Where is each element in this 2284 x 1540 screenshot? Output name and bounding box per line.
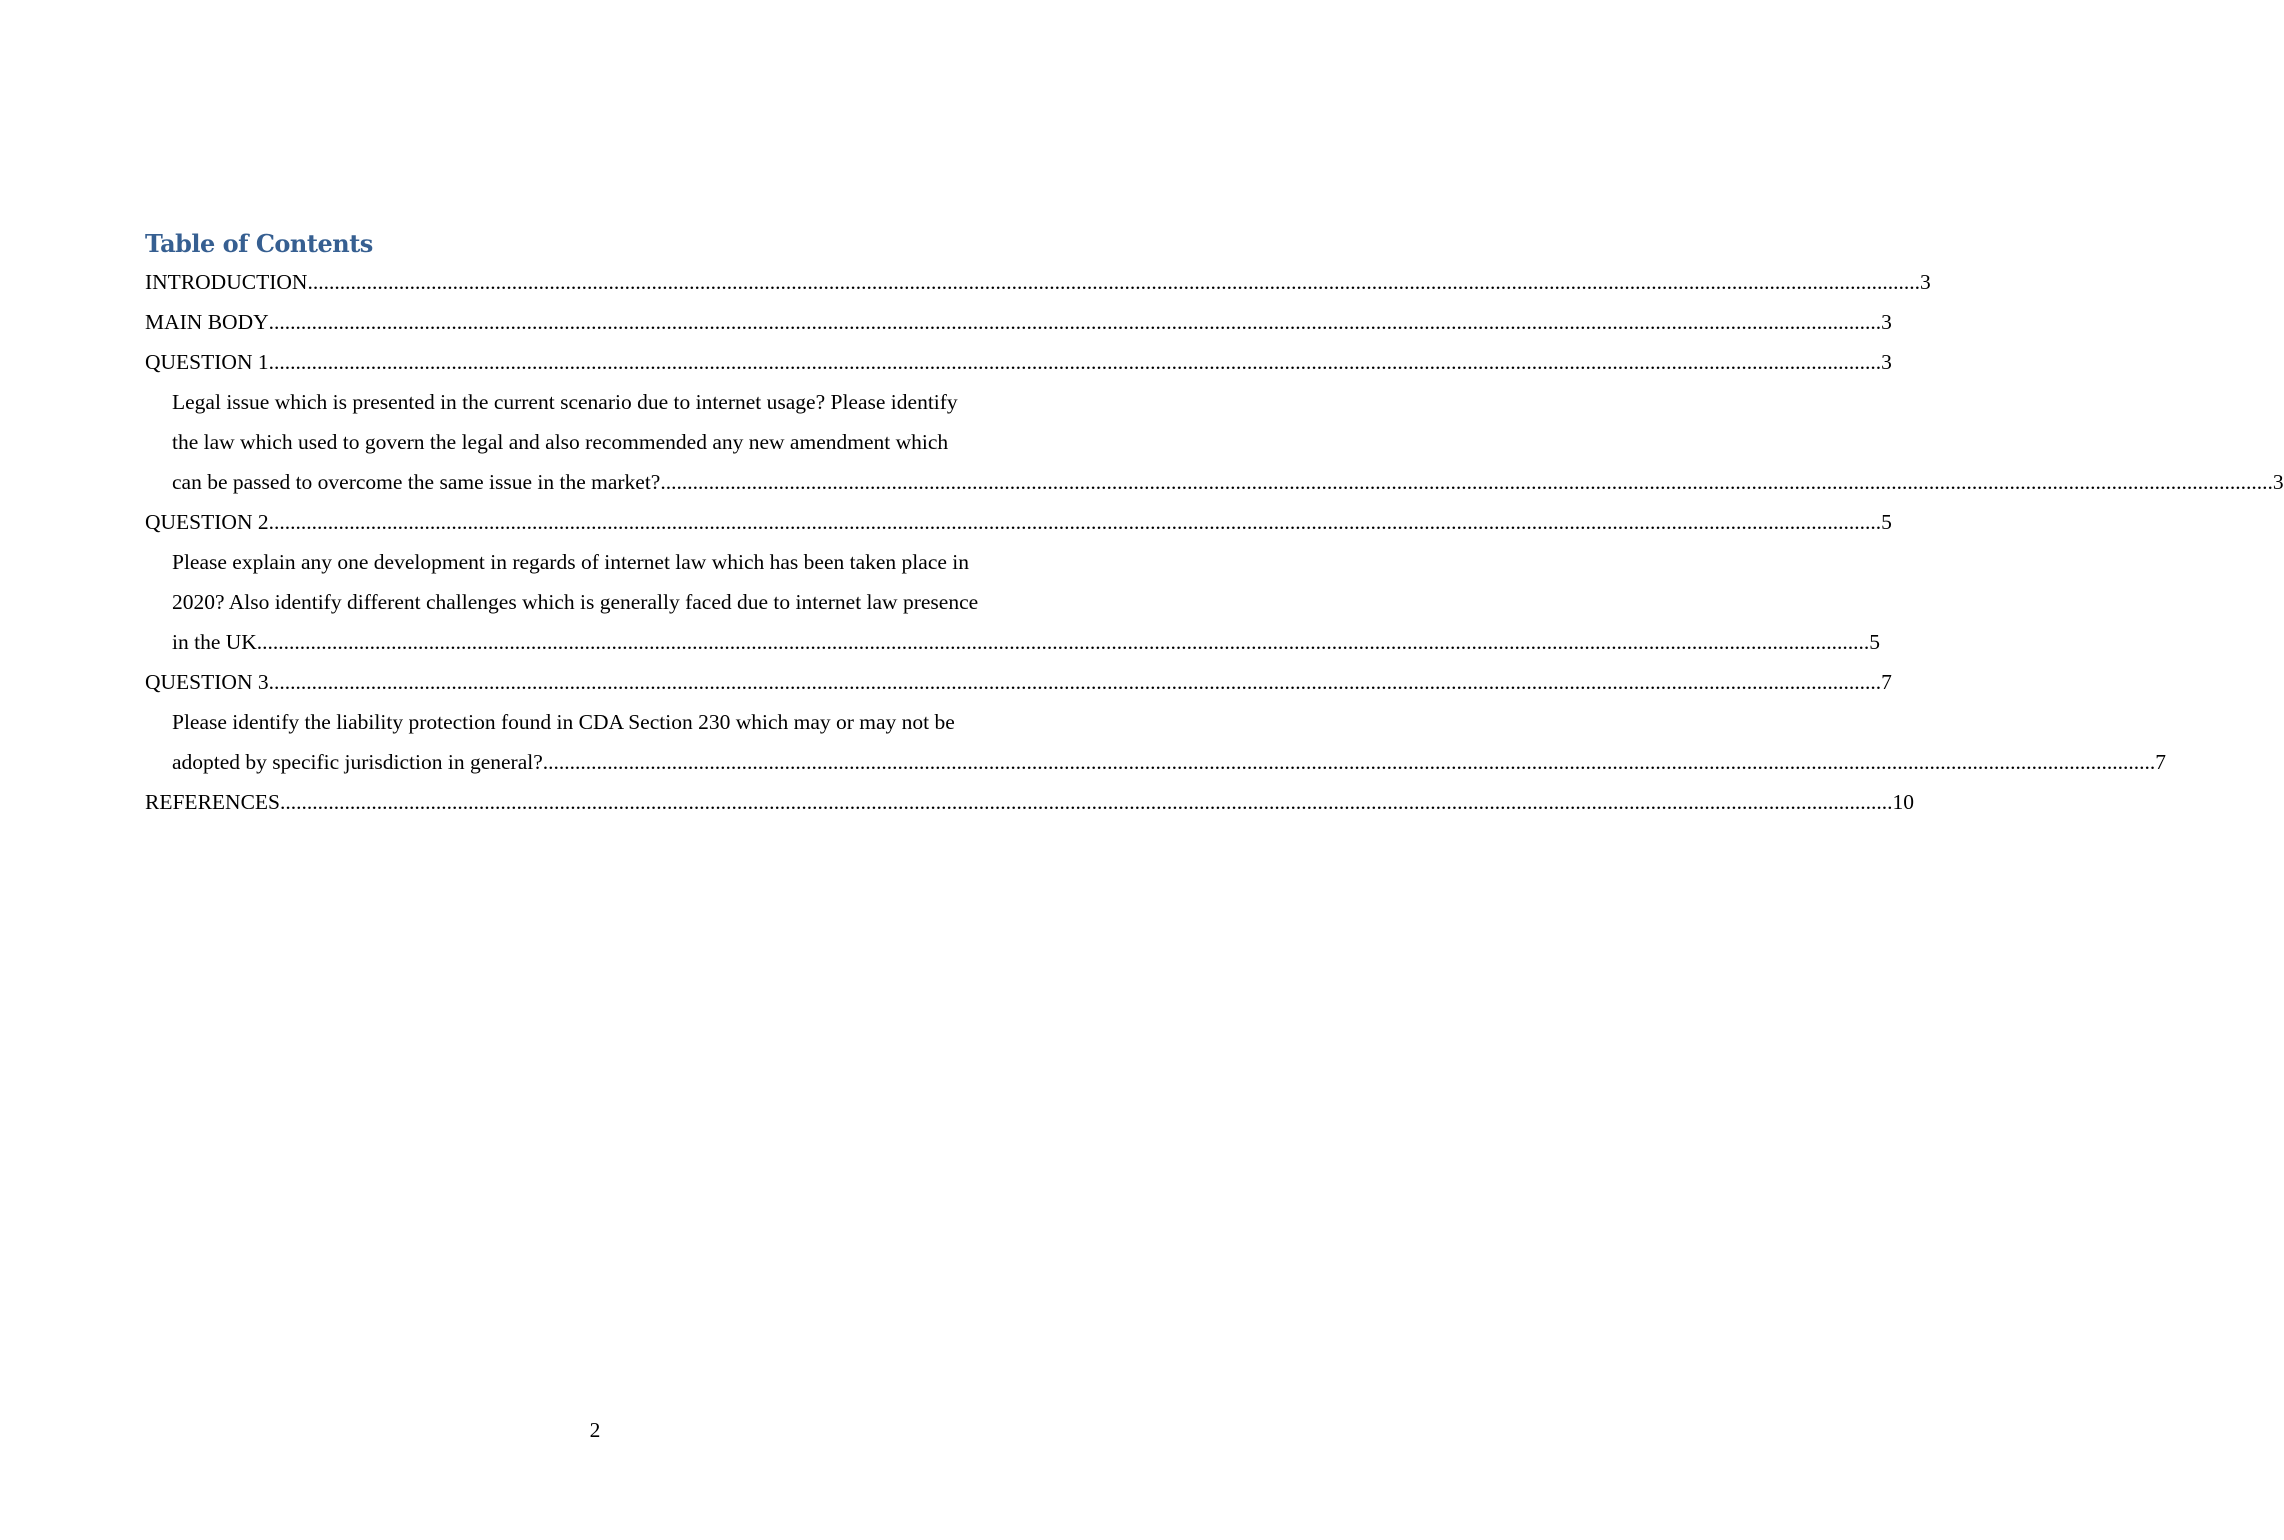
toc-subentry-line: can be passed to overcome the same issue in the market?: [172, 470, 661, 494]
dot-leader: ............................................................................................................................................................................................................................................................................................................: [280, 790, 1893, 814]
toc-entry-title: MAIN BODY: [145, 310, 269, 334]
dot-leader: ............................................................................................................................................................................................................................................................................................................: [268, 510, 1882, 534]
toc-entry-title: QUESTION 1: [145, 350, 269, 374]
toc-subentry-line: 2020? Also identify different challenges which is generally faced due to internet law presence: [172, 590, 979, 614]
toc-entry-question-3[interactable]: [145, 662, 1892, 702]
toc-entry-title: QUESTION 2: [145, 510, 269, 534]
page-number: 2: [589, 1418, 601, 1442]
toc-entry-question-2[interactable]: [145, 502, 1892, 542]
toc-entry-page: 3: [1881, 350, 1892, 374]
toc-subentry-question-2[interactable]: [172, 542, 1881, 662]
table-of-contents: [145, 224, 2284, 822]
toc-entry-title: REFERENCES: [145, 790, 280, 814]
toc-entry-title: INTRODUCTION: [145, 270, 308, 294]
toc-entry-page: 10: [1892, 790, 1914, 814]
toc-entry-main-body[interactable]: [145, 302, 1892, 342]
toc-entry-references[interactable]: [145, 782, 1914, 822]
toc-entry-page: 7: [2155, 750, 2166, 774]
toc-entry-page: 5: [1881, 510, 1892, 534]
toc-subentry-line: Please identify the liability protection found in CDA Section 230 which may or may not be: [172, 710, 955, 734]
toc-subentry-question-1[interactable]: [172, 382, 2284, 502]
dot-leader: ............................................................................................................................................................................................................................................................................................................: [268, 670, 1882, 694]
toc-entry-question-1[interactable]: [145, 342, 1892, 382]
toc-subentry-question-3[interactable]: [172, 702, 2166, 782]
toc-subentry-line: Legal issue which is presented in the current scenario due to internet usage? Please identify: [172, 390, 958, 414]
toc-entry-introduction[interactable]: [145, 262, 1931, 302]
dot-leader: ............................................................................................................................................................................................................................................................................................................: [660, 470, 2273, 494]
toc-subentry-line: the law which used to govern the legal and also recommended any new amendment which: [172, 430, 949, 454]
toc-subentry-line: Please explain any one development in regards of internet law which has been taken place in: [172, 550, 970, 574]
toc-subentry-line: adopted by specific jurisdiction in general?: [172, 750, 543, 774]
toc-entry-page: 5: [1869, 630, 1881, 654]
toc-entry-page: 3: [1919, 270, 1931, 294]
dot-leader: ............................................................................................................................................................................................................................................................................................................: [542, 750, 2156, 774]
toc-entry-page: 3: [2272, 470, 2284, 494]
toc-entry-page: 7: [1881, 670, 1892, 694]
toc-entry-page: 3: [1881, 310, 1892, 334]
dot-leader: ............................................................................................................................................................................................................................................................................................................: [307, 270, 1920, 294]
dot-leader: ............................................................................................................................................................................................................................................................................................................: [268, 310, 1882, 334]
dot-leader: ............................................................................................................................................................................................................................................................................................................: [268, 350, 1882, 374]
toc-heading: Table of Contents: [145, 229, 373, 258]
toc-subentry-line: in the UK: [172, 630, 257, 654]
toc-entry-title: QUESTION 3: [145, 670, 269, 694]
dot-leader: ............................................................................................................................................................................................................................................................................................................: [256, 630, 1870, 654]
